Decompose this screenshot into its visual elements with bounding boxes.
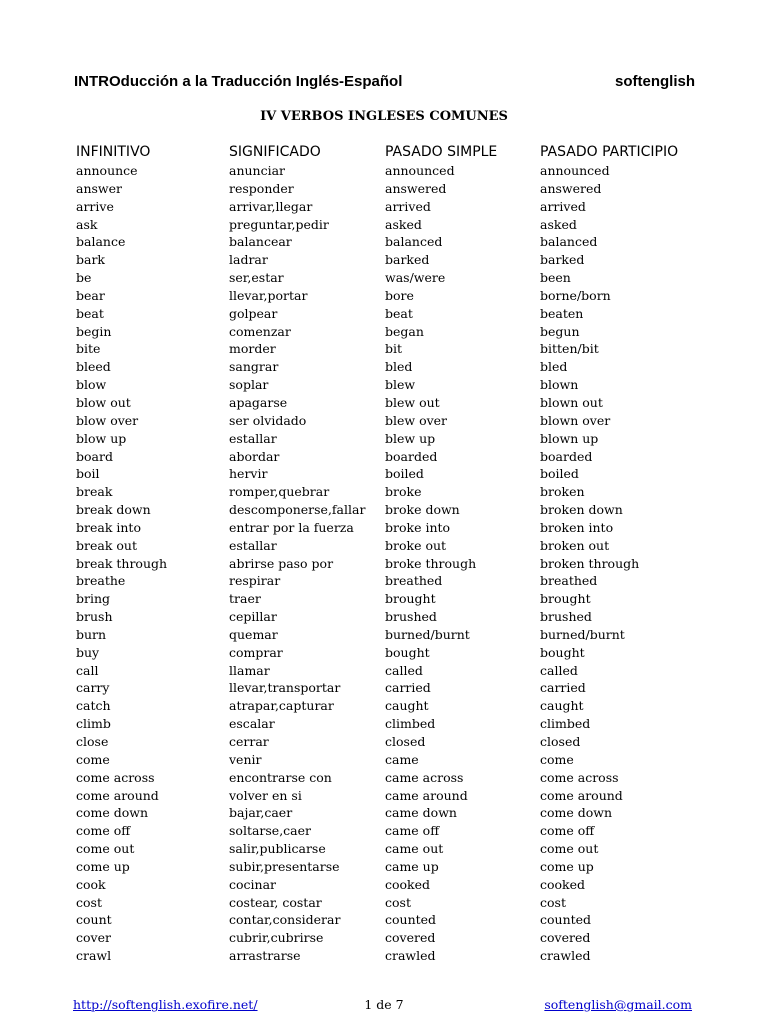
infinitive-cell: cost [76,894,102,910]
infinitive-cell: beat [76,305,104,321]
meaning-cell: volver en si [229,787,302,803]
meaning-cell: llamar [229,662,270,678]
past-simple-cell: broke down [385,502,460,518]
infinitive-cell: call [76,662,99,678]
meaning-cell: entrar por la fuerza [229,519,354,535]
meaning-cell: llevar,portar [229,287,308,303]
infinitive-cell: count [76,912,112,928]
infinitive-cell: board [76,448,113,464]
meaning-cell: venir [229,751,262,767]
table-row [74,198,704,216]
past-participle-cell: cost [540,894,566,910]
past-participle-cell: blown [540,377,579,393]
meaning-cell: preguntar,pedir [229,216,329,232]
past-participle-cell: come out [540,841,599,857]
table-row [74,180,704,198]
past-participle-cell: bought [540,644,585,660]
table-row [74,608,704,626]
past-simple-cell: burned/burnt [385,626,470,642]
past-participle-cell: broken out [540,537,610,553]
meaning-cell: apagarse [229,394,288,410]
infinitive-cell: ask [76,216,98,232]
meaning-cell: abrirse paso por [229,555,334,571]
table-row [74,644,704,662]
table-row [74,269,704,287]
table-row [74,590,704,608]
infinitive-cell: blow up [76,430,127,446]
meaning-cell: estallar [229,537,277,553]
past-simple-cell: bore [385,287,414,303]
past-participle-cell: announced [540,163,610,178]
meaning-cell: cocinar [229,876,277,892]
meaning-cell: contar,considerar [229,912,341,928]
past-participle-cell: beaten [540,305,584,321]
past-participle-cell: barked [540,252,585,268]
table-row [74,858,704,876]
meaning-cell: soltarse,caer [229,823,312,839]
past-simple-cell: crawled [385,948,436,964]
past-participle-cell: borne/born [540,287,611,303]
meaning-cell: llevar,transportar [229,680,341,696]
meaning-cell: costear, costar [229,894,322,910]
meaning-cell: hervir [229,466,268,482]
table-row [74,555,704,573]
table-row [74,733,704,751]
table-row [74,572,704,590]
past-participle-cell: boarded [540,448,593,464]
meaning-cell: traer [229,591,261,607]
past-simple-cell: brushed [385,609,437,625]
infinitive-cell: bring [76,591,111,607]
infinitive-cell: come up [76,858,130,874]
infinitive-cell: bite [76,341,101,357]
infinitive-cell: break down [76,502,151,518]
meaning-cell: golpear [229,305,278,321]
infinitive-cell: bleed [76,359,111,375]
past-participle-cell: cooked [540,876,586,892]
meaning-cell: escalar [229,716,275,732]
meaning-cell: sangrar [229,359,279,375]
past-simple-cell: broke through [385,555,477,571]
past-participle-cell: answered [540,180,602,196]
past-simple-cell: bled [385,359,413,375]
table-row [74,305,704,323]
section-title: IV VERBOS INGLESES COMUNES [260,109,508,124]
infinitive-cell: begin [76,323,112,339]
verbs-table [74,142,704,965]
meaning-cell: cepillar [229,609,277,625]
infinitive-cell: answer [76,180,122,196]
table-row [74,769,704,787]
past-participle-cell: broken through [540,555,640,571]
meaning-cell: cerrar [229,734,269,749]
past-simple-cell: called [385,662,423,678]
past-simple-cell: broke out [385,537,447,553]
footer-website-link[interactable]: http://softenglish.exofire.net/ [73,997,258,1012]
past-simple-cell: beat [385,305,413,321]
past-participle-cell: broken [540,484,585,500]
past-participle-cell: broken down [540,502,623,518]
meaning-cell: responder [229,180,294,196]
past-simple-cell: covered [385,930,436,946]
column-header-pasado-participio: PASADO PARTICIPIO [540,144,679,160]
past-simple-cell: came around [385,787,468,803]
past-simple-cell: came out [385,841,444,857]
table-row [74,376,704,394]
past-participle-cell: balanced [540,234,598,250]
infinitive-cell: come [76,751,110,767]
table-row [74,804,704,822]
infinitive-cell: break [76,484,113,500]
infinitive-cell: blow [76,377,107,393]
past-participle-cell: begun [540,323,580,339]
past-participle-cell: counted [540,912,592,928]
table-row [74,519,704,537]
past-participle-cell: come down [540,805,613,821]
past-simple-cell: asked [385,216,422,232]
table-row [74,894,704,912]
past-simple-cell: announced [385,163,455,178]
past-simple-cell: cost [385,894,411,910]
past-participle-cell: called [540,662,578,678]
meaning-cell: arrastrarse [229,948,301,964]
table-row [74,162,704,180]
table-row [74,448,704,466]
table-row [74,537,704,555]
past-simple-cell: blew out [385,394,440,410]
table-row [74,697,704,715]
infinitive-cell: carry [76,680,110,696]
table-row [74,929,704,947]
brand-name: softenglish [614,73,695,90]
past-simple-cell: breathed [385,573,443,589]
past-simple-cell: boarded [385,448,438,464]
table-row [74,715,704,733]
past-participle-cell: burned/burnt [540,626,625,642]
past-simple-cell: broke [385,484,422,500]
meaning-cell: quemar [229,626,278,642]
table-row [74,233,704,251]
past-participle-cell: bitten/bit [540,341,599,357]
column-header-infinitivo: INFINITIVO [76,144,151,160]
past-simple-cell: closed [385,734,426,749]
past-participle-cell: covered [540,930,591,946]
table-row [74,465,704,483]
meaning-cell: balancear [229,234,292,250]
past-participle-cell: come [540,751,574,767]
infinitive-cell: break through [76,555,168,571]
past-simple-cell: balanced [385,234,443,250]
past-simple-cell: came [385,751,419,767]
infinitive-cell: cover [76,930,111,946]
table-row [74,483,704,501]
past-participle-cell: come across [540,769,619,785]
table-row [74,430,704,448]
table-row [74,251,704,269]
meaning-cell: atrapar,capturar [229,698,334,714]
past-participle-cell: crawled [540,948,591,964]
infinitive-cell: come down [76,805,149,821]
past-simple-cell: blew over [385,412,448,428]
table-row [74,358,704,376]
table-row [74,947,704,965]
column-header-pasado-simple: PASADO SIMPLE [385,144,498,160]
infinitive-cell: brush [76,609,113,625]
past-participle-cell: climbed [540,716,591,732]
past-participle-cell: asked [540,216,577,232]
past-simple-cell: cooked [385,876,431,892]
meaning-cell: salir,publicarse [229,841,326,857]
past-participle-cell: come off [540,823,595,839]
meaning-cell: soplar [229,377,269,393]
column-header-significado: SIGNIFICADO [229,144,321,160]
past-participle-cell: breathed [540,573,598,589]
meaning-cell: ser olvidado [229,412,307,428]
table-row [74,394,704,412]
infinitive-cell: catch [76,698,111,714]
infinitive-cell: come around [76,787,159,803]
infinitive-cell: come across [76,769,155,785]
meaning-cell: ladrar [229,252,268,268]
infinitive-cell: be [76,270,92,286]
table-row [74,679,704,697]
past-simple-cell: brought [385,591,436,607]
infinitive-cell: blow out [76,394,131,410]
infinitive-cell: blow over [76,412,139,428]
past-participle-cell: brought [540,591,591,607]
table-row [74,501,704,519]
meaning-cell: comenzar [229,323,291,339]
past-participle-cell: closed [540,734,581,749]
table-row [74,911,704,929]
past-simple-cell: blew [385,377,416,393]
infinitive-cell: crawl [76,948,112,964]
table-row [74,662,704,680]
past-participle-cell: brushed [540,609,592,625]
past-simple-cell: came across [385,769,464,785]
infinitive-cell: boil [76,466,100,482]
past-simple-cell: barked [385,252,430,268]
past-participle-cell: blown out [540,394,603,410]
past-participle-cell: bled [540,359,568,375]
infinitive-cell: climb [76,716,111,732]
past-participle-cell: boiled [540,466,579,482]
past-simple-cell: bit [385,341,403,357]
past-simple-cell: came down [385,805,457,821]
verbs-table-body [74,162,704,965]
infinitive-cell: arrive [76,198,114,214]
infinitive-cell: announce [76,163,138,178]
past-simple-cell: bought [385,644,430,660]
past-simple-cell: carried [385,680,431,696]
infinitive-cell: come off [76,823,131,839]
past-simple-cell: boiled [385,466,424,482]
meaning-cell: cubrir,cubrirse [229,930,324,946]
past-simple-cell: came off [385,823,440,839]
table-row [74,876,704,894]
past-simple-cell: climbed [385,716,436,732]
past-participle-cell: blown over [540,412,611,428]
infinitive-cell: bear [76,287,105,303]
meaning-cell: anunciar [229,163,286,178]
past-simple-cell: broke into [385,519,451,535]
table-row [74,626,704,644]
past-simple-cell: came up [385,858,439,874]
past-participle-cell: blown up [540,430,599,446]
past-simple-cell: answered [385,180,447,196]
infinitive-cell: breathe [76,573,126,589]
past-simple-cell: began [385,323,424,339]
past-participle-cell: arrived [540,198,586,214]
past-simple-cell: caught [385,698,429,714]
document-title: INTROducción a la Traducción Inglés-Español [74,73,403,90]
meaning-cell: ser,estar [229,270,284,286]
past-simple-cell: was/were [385,270,446,286]
meaning-cell: encontrarse con [229,769,332,785]
table-row [74,216,704,234]
table-row [74,822,704,840]
infinitive-cell: balance [76,234,126,250]
table-row [74,287,704,305]
infinitive-cell: come out [76,841,135,857]
meaning-cell: estallar [229,430,277,446]
past-simple-cell: counted [385,912,437,928]
infinitive-cell: close [76,734,109,749]
infinitive-cell: break into [76,519,141,535]
table-row [74,787,704,805]
past-participle-cell: come up [540,858,594,874]
meaning-cell: subir,presentarse [229,858,340,874]
past-simple-cell: arrived [385,198,431,214]
table-row [74,840,704,858]
meaning-cell: romper,quebrar [229,484,330,500]
meaning-cell: abordar [229,448,280,464]
past-participle-cell: caught [540,698,584,714]
meaning-cell: respirar [229,573,281,589]
meaning-cell: descomponerse,fallar [229,502,366,518]
table-row [74,340,704,358]
table-header-row [74,142,704,162]
page-number: 1 de 7 [364,997,404,1012]
infinitive-cell: burn [76,626,107,642]
infinitive-cell: buy [76,644,100,660]
past-participle-cell: come around [540,787,623,803]
footer-email-link[interactable]: softenglish@gmail.com [544,997,692,1012]
meaning-cell: comprar [229,644,283,660]
infinitive-cell: bark [76,252,106,268]
past-simple-cell: blew up [385,430,436,446]
table-row [74,323,704,341]
table-row [74,751,704,769]
past-participle-cell: broken into [540,519,614,535]
past-participle-cell: carried [540,680,586,696]
meaning-cell: bajar,caer [229,805,293,821]
meaning-cell: morder [229,341,276,357]
infinitive-cell: cook [76,876,106,892]
meaning-cell: arrivar,llegar [229,198,313,214]
infinitive-cell: break out [76,537,137,553]
past-participle-cell: been [540,270,571,286]
table-row [74,412,704,430]
